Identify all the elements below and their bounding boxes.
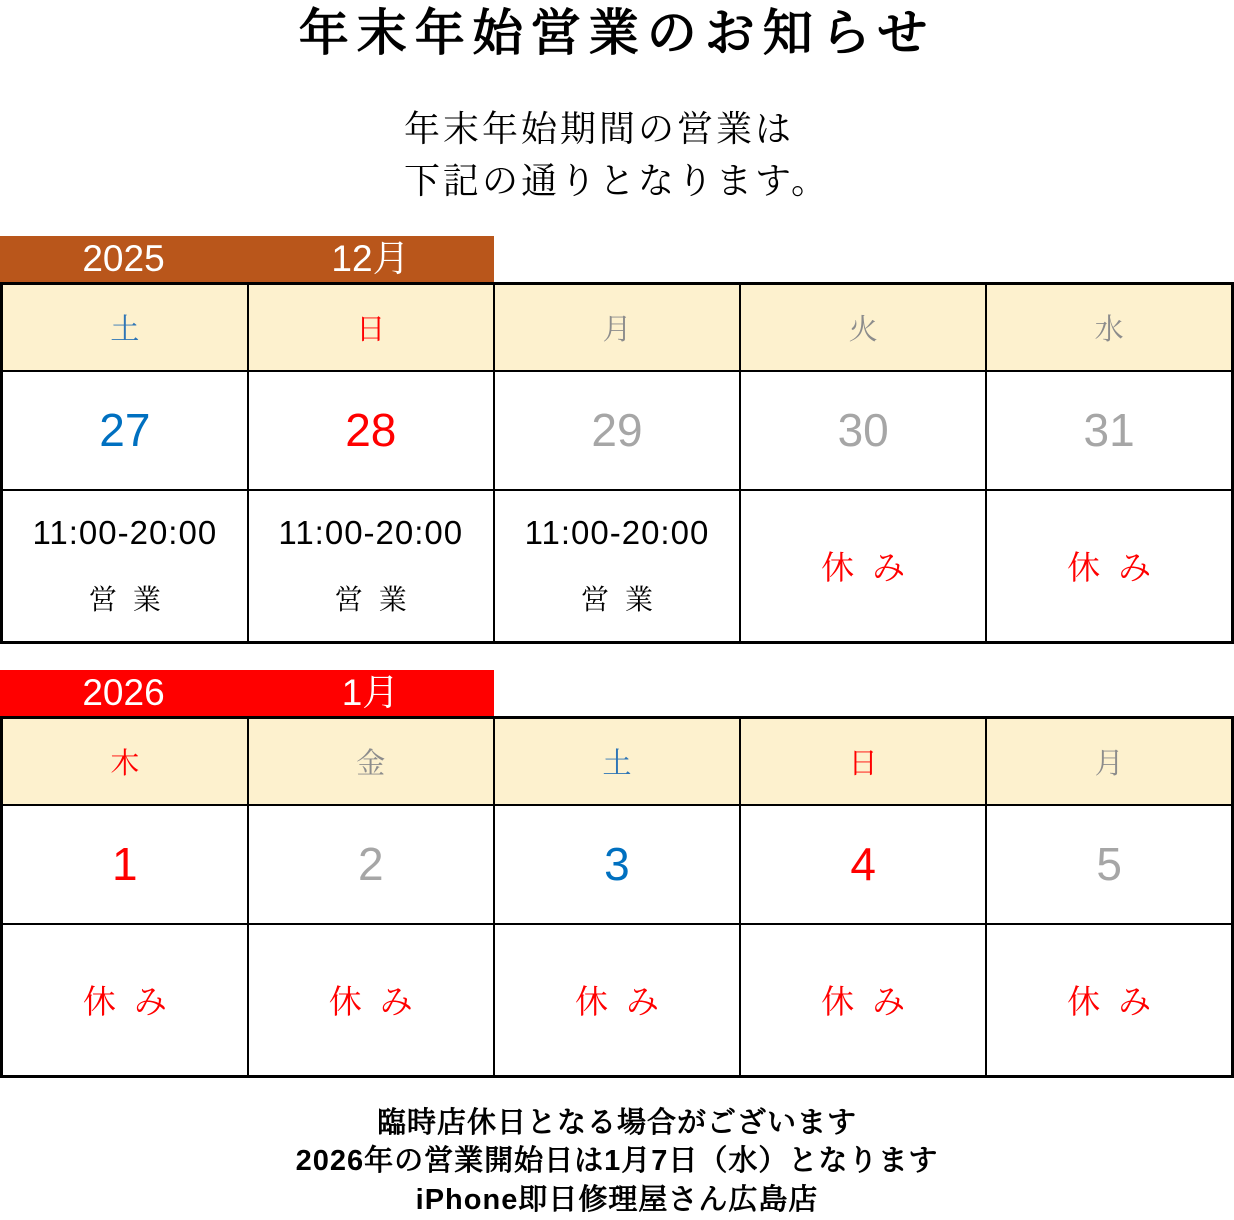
status-cell (248, 924, 494, 1077)
date-cell: 27 (2, 371, 248, 490)
weekday-header: 日 (248, 283, 494, 371)
subtitle-block (404, 104, 830, 208)
closed-label: 休み (1067, 982, 1170, 1022)
business-hours-text: 11:00-20:00 (278, 513, 464, 551)
weekday-header: 日 (740, 717, 986, 805)
status-cell (986, 924, 1232, 1077)
date-cell: 1 (2, 805, 248, 924)
date-cell: 4 (740, 805, 986, 924)
status-cell (2, 924, 248, 1077)
weekday-header: 月 (986, 717, 1232, 805)
closed-label: 休み (574, 982, 677, 1022)
page-title: 年末年始営業のお知らせ (298, 3, 936, 62)
calendar-january-2026 (0, 670, 1234, 1078)
calendar-table-december (0, 282, 1234, 644)
weekday-header: 水 (986, 283, 1232, 371)
date-cell: 28 (248, 371, 494, 490)
closed-label: 休み (821, 982, 924, 1022)
weekday-header: 土 (494, 717, 740, 805)
weekday-header: 月 (494, 283, 740, 371)
status-cell (494, 924, 740, 1077)
status-cell (2, 490, 248, 643)
date-cell: 2 (248, 805, 494, 924)
calendar-month-label: 12月 (331, 238, 410, 280)
open-label: 営業 (334, 582, 423, 616)
closed-label: 休み (1067, 548, 1170, 588)
closed-label: 休み (328, 982, 431, 1022)
footer-line-2: 2026年の営業開始日は1月7日（水）となります (295, 1145, 939, 1178)
date-cell: 5 (986, 805, 1232, 924)
subtitle-line-2: 下記の通りとなります。 (403, 160, 831, 202)
footer-line-1: 臨時店休日となる場合がございます (376, 1106, 857, 1139)
calendar-december-2025 (0, 236, 1234, 644)
status-cell (248, 490, 494, 643)
weekday-header: 土 (2, 283, 248, 371)
weekday-header: 金 (248, 717, 494, 805)
weekday-header: 木 (2, 717, 248, 805)
date-cell: 29 (494, 371, 740, 490)
page-subtitle (0, 104, 1234, 208)
calendar-table-january (0, 716, 1234, 1078)
date-cell: 3 (494, 805, 740, 924)
calendar-year-label: 2025 (82, 238, 165, 280)
closed-label: 休み (82, 982, 185, 1022)
business-hours-text: 11:00-20:00 (32, 513, 218, 551)
calendar-year-label: 2026 (82, 672, 165, 714)
footer-line-3: iPhone即日修理屋さん広島店 (415, 1184, 819, 1216)
weekday-header: 火 (740, 283, 986, 371)
calendar-month-label: 1月 (341, 672, 400, 714)
business-hours-text: 11:00-20:00 (524, 513, 710, 551)
year-end-notice-page (0, 4, 1234, 1220)
calendar-band-december (0, 236, 494, 282)
calendar-band-january (0, 670, 494, 716)
status-cell (740, 924, 986, 1077)
open-label: 営業 (580, 582, 669, 616)
status-cell (986, 490, 1232, 643)
status-cell (494, 490, 740, 643)
subtitle-line-1: 年末年始期間の営業は (403, 108, 794, 150)
page-footer (0, 1104, 1234, 1220)
calendar-grid-january (2, 717, 1233, 1076)
status-cell (740, 490, 986, 643)
date-cell: 30 (740, 371, 986, 490)
calendar-grid-december (2, 283, 1233, 642)
open-label: 営業 (88, 582, 177, 616)
closed-label: 休み (821, 548, 924, 588)
date-cell: 31 (986, 371, 1232, 490)
